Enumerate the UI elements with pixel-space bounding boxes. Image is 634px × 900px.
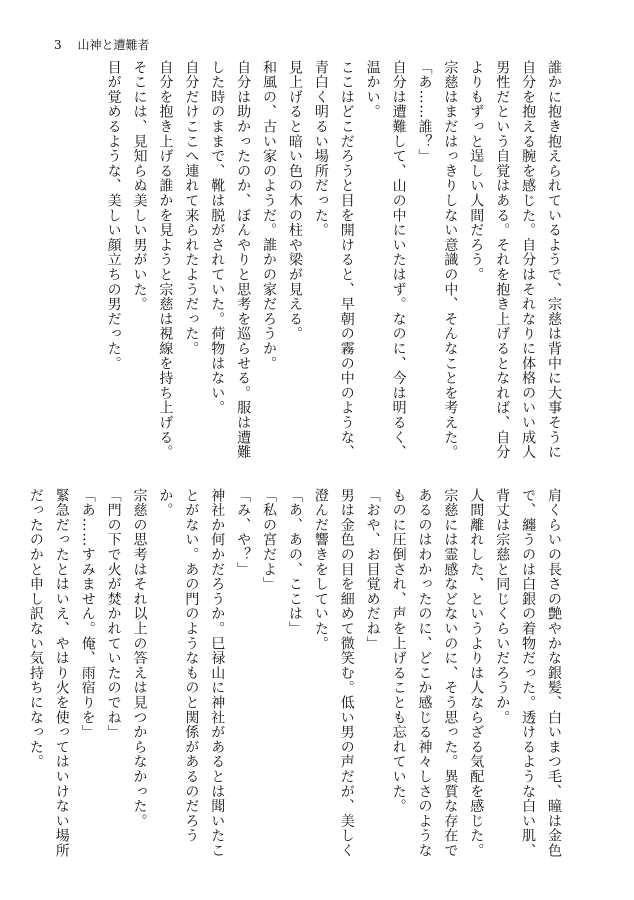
paragraph: そこには、見知らぬ美しい男がいた。 [131, 60, 148, 312]
chapter-title: 山神と遭難者 [77, 38, 150, 52]
paragraph: 和風の、古い家のようだ。誰かの家だろうか。 [261, 60, 278, 371]
paragraph: 宗慈はまだはっきりしない意識の中、そんなことを考えた。 [442, 60, 459, 460]
paragraph: 「あ……誰？」 [416, 60, 433, 164]
paragraph: ここはどこだろうと目を開けると、早朝の霧の中のような、青白く明るい場所だった。 [312, 60, 355, 460]
text-block-bottom [27, 488, 566, 860]
paragraph: 誰かに抱き抱えられているようで、宗慈は背中に大事そうに自分を抱える腕を感じた。自分はそれなりに体格のいい成人男性だという自覚はある。それを抱き上げるとなれば、自分よりもずっと逞しい人間だろう。 [468, 60, 562, 460]
paragraph: 「み、や？」 [235, 488, 252, 577]
text-block-top [66, 60, 566, 460]
paragraph: 宗慈には霊感などないのに、そう思った。異質な存在であるのはわかったのに、どこか感じる神々しさのようなものに圧倒され、声を上げることも忘れていた。 [390, 488, 459, 858]
paragraph: 自分を抱き上げる誰かを見ようと宗慈は視線を持ち上げる。 [157, 60, 174, 460]
paragraph: 自分は遭難して、山の中にいたはず。なのに、今は明るく、温かい。 [364, 60, 407, 460]
paragraph: 宗慈の思考はそれ以上の答えは見つからなかった。 [131, 488, 148, 829]
running-header [54, 36, 149, 53]
page-number: 3 [54, 38, 62, 52]
paragraph: 自分は助かったのか、ぼんやりと思考を巡らせる。服は遭難した時のままで、靴は脱がされていた。荷物はない。 [209, 60, 252, 460]
paragraph: 男は金色の目を細めて微笑む。低い男の声だが、美しく澄んだ響きをしていた。 [312, 488, 355, 858]
paragraph: 緊急だったとはいえ、やはり火を使ってはいけない場所だったのかと申し訳ない気持ちになった。 [27, 488, 70, 858]
paragraph: 「あ……すみません。俺、雨宿りを」 [79, 488, 96, 740]
paragraph: 「私の宮だよ」 [261, 488, 278, 592]
paragraph: 人間離れした、というよりは人ならざる気配を感じた。 [468, 488, 485, 858]
paragraph: 肩くらいの長さの艶やかな銀髪、白いまつ毛、瞳は金色で、纏うのは白銀の着物だった。透けるような白い肌、背丈は宗慈と同じくらいだろうか。 [494, 488, 562, 858]
paragraph: 「おや、お目覚めだね」 [364, 488, 381, 651]
paragraph: 自分だけここへ連れて来られたようだった。 [183, 60, 200, 356]
paragraph: 見上げると暗い色の木の柱や梁が見える。 [286, 60, 303, 342]
paragraph: 「門の下で火が焚かれていたのでね」 [105, 488, 122, 740]
paragraph: 神社か何かだろうか。巳禄山に神社があるとは聞いたことがない。あの門のようなものと関係があるのだろうか。 [157, 488, 226, 858]
paragraph: 「あ、あの、ここは」 [286, 488, 303, 636]
paragraph: 目が覚めるような、美しい顔立ちの男だった。 [105, 60, 122, 371]
